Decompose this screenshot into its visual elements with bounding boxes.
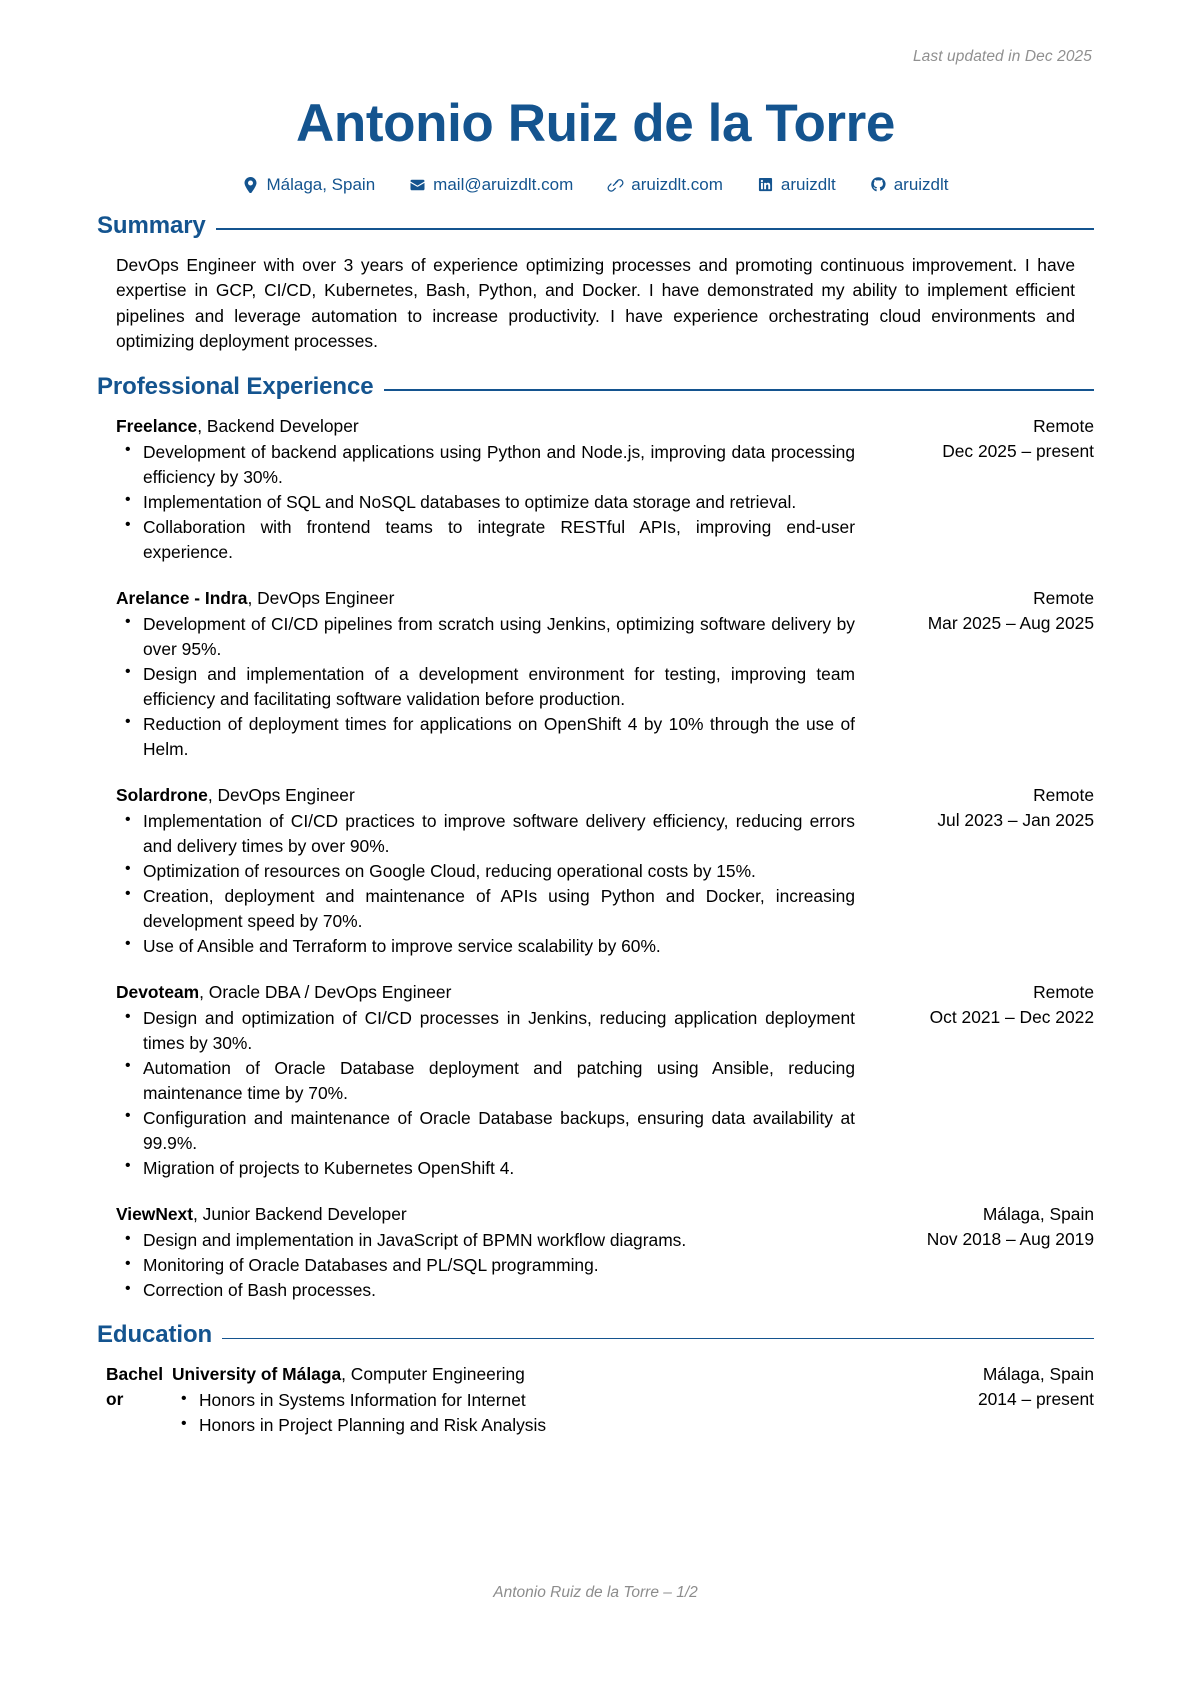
experience-bullet: • Creation, deployment and maintenance of APIs using Python and Docker, increasing development speed by 70%. [116, 884, 855, 934]
education-entry-heading [172, 1362, 855, 1387]
experience-entry [97, 586, 1094, 762]
experience-entry-meta [889, 980, 1094, 1030]
experience-role: , Junior Backend Developer [193, 1203, 407, 1224]
section-summary-title: Summary [97, 211, 206, 239]
experience-organization: Arelance - Indra [116, 587, 248, 608]
contact-location-label: Málaga, Spain [266, 174, 376, 194]
education-field: , Computer Engineering [341, 1363, 525, 1384]
github-icon [870, 176, 887, 193]
experience-entry [97, 1202, 1094, 1303]
contact-linkedin[interactable] [740, 176, 853, 194]
experience-bullet: • Use of Ansible and Terraform to improve service scalability by 60%. [116, 934, 855, 959]
section-experience [97, 372, 1094, 1303]
experience-location: Remote [1033, 415, 1094, 436]
experience-role: , Backend Developer [197, 415, 359, 436]
experience-bullet: • Monitoring of Oracle Databases and PL/SQL programming. [116, 1253, 855, 1278]
section-experience-title: Professional Experience [97, 372, 374, 400]
envelope-icon [409, 176, 426, 193]
last-updated-label: Last updated in Dec 2025 [912, 48, 1092, 65]
experience-bullet: • Design and implementation in JavaScript of BPMN workflow diagrams. [116, 1228, 855, 1253]
contact-website-label: aruizdlt.com [631, 174, 723, 194]
experience-entry-main [116, 783, 889, 959]
experience-role: , Oracle DBA / DevOps Engineer [199, 981, 452, 1002]
experience-bullet: • Collaboration with frontend teams to integrate RESTful APIs, improving end-user experience. [116, 515, 855, 565]
experience-entry-heading [116, 783, 855, 808]
contact-linkedin-label: aruizdlt [780, 174, 836, 194]
experience-bullet-list [116, 612, 855, 762]
experience-entry-meta [889, 414, 1094, 464]
contact-location [225, 176, 392, 194]
section-experience-header [97, 372, 1094, 402]
education-bullet: • Honors in Project Planning and Risk Analysis [172, 1413, 855, 1438]
section-education [97, 1320, 1094, 1438]
experience-bullet-list [116, 1228, 855, 1303]
experience-dates: Oct 2021 – Dec 2022 [929, 1007, 1094, 1028]
section-rule [216, 228, 1094, 230]
education-dates: 2014 – present [977, 1389, 1094, 1410]
experience-entry-heading [116, 1202, 855, 1227]
education-location: Málaga, Spain [982, 1363, 1094, 1384]
contact-github[interactable] [853, 176, 966, 194]
contact-row [97, 176, 1094, 194]
experience-organization: ViewNext [116, 1203, 194, 1224]
section-summary [97, 211, 1094, 355]
page-title: Antonio Ruiz de la Torre [296, 94, 895, 153]
experience-bullet: • Development of backend applications using Python and Node.js, improving data processing efficiency by 30%. [116, 440, 855, 490]
education-bullet-list [172, 1388, 855, 1438]
section-education-header [97, 1320, 1094, 1350]
section-rule [222, 1338, 1094, 1340]
experience-bullet: • Migration of projects to Kubernetes OpenShift 4. [116, 1156, 855, 1181]
section-education-title: Education [97, 1320, 213, 1348]
experience-entry [97, 783, 1094, 959]
experience-location: Remote [1033, 981, 1094, 1002]
experience-entry-meta [889, 586, 1094, 636]
experience-location: Málaga, Spain [982, 1203, 1094, 1224]
experience-bullet: • Development of CI/CD pipelines from scratch using Jenkins, optimizing software delivery by over 95%. [116, 612, 855, 662]
experience-location: Remote [1033, 784, 1094, 805]
contact-email-label: mail@aruizdlt.com [433, 174, 574, 194]
contact-email[interactable] [392, 176, 590, 194]
experience-entry [97, 414, 1094, 565]
experience-bullet: • Implementation of SQL and NoSQL databases to optimize data storage and retrieval. [116, 490, 855, 515]
experience-dates: Jul 2023 – Jan 2025 [937, 810, 1094, 830]
experience-role: , DevOps Engineer [247, 587, 395, 608]
experience-organization: Solardrone [116, 784, 208, 805]
education-entry-meta [889, 1362, 1094, 1412]
section-summary-header [97, 211, 1094, 241]
education-list [97, 1353, 1094, 1438]
experience-entry-meta [889, 783, 1094, 833]
experience-entry-main [116, 980, 889, 1181]
experience-entry-main [116, 414, 889, 565]
contact-github-label: aruizdlt [893, 174, 949, 194]
experience-bullet: • Automation of Oracle Database deployment and patching using Ansible, reducing maintenance time by 70%. [116, 1056, 855, 1106]
experience-dates: Nov 2018 – Aug 2019 [926, 1229, 1094, 1250]
experience-bullet-list [116, 809, 855, 959]
experience-entry-meta [889, 1202, 1094, 1252]
experience-entry-main [116, 586, 889, 762]
education-entry-main [172, 1362, 889, 1438]
summary-text: DevOps Engineer with over 3 years of experience optimizing processes and promoting continuous improvement. I have expertise in GCP, CI/CD, Kubernetes, Bash, Python, and Docker. I have demonstrated my ability to implement efficient pipelines and leverage automation to increase productivity. I have experience orchestrating cloud environments and optimizing deployment processes. [116, 254, 1075, 352]
experience-entry-heading [116, 586, 855, 611]
experience-organization: Freelance [116, 415, 198, 436]
education-bullet: • Honors in Systems Information for Internet [172, 1388, 855, 1413]
experience-bullet: • Configuration and maintenance of Oracle Database backups, ensuring data availability at 99.9%. [116, 1106, 855, 1156]
experience-entry-main [116, 1202, 889, 1303]
experience-entry-heading [116, 414, 855, 439]
page-footer: Antonio Ruiz de la Torre – 1/2 [493, 1584, 698, 1601]
experience-bullet: • Implementation of CI/CD practices to improve software delivery efficiency, reducing errors and delivery times by over 90%. [116, 809, 855, 859]
experience-bullet: • Optimization of resources on Google Cloud, reducing operational costs by 15%. [116, 859, 855, 884]
link-icon [607, 176, 624, 193]
experience-bullet: • Reduction of deployment times for applications on OpenShift 4 by 10% through the use of Helm. [116, 712, 855, 762]
linkedin-icon [757, 176, 774, 193]
experience-bullet: • Design and implementation of a development environment for testing, improving team efficiency and facilitating software validation before production. [116, 662, 855, 712]
experience-bullet-list [116, 1006, 855, 1181]
experience-bullet: • Design and optimization of CI/CD processes in Jenkins, reducing application deployment times by 30%. [116, 1006, 855, 1056]
education-degree: Bachelor [106, 1363, 164, 1410]
experience-location: Remote [1033, 587, 1094, 608]
experience-bullet: • Correction of Bash processes. [116, 1278, 855, 1303]
experience-bullet-list [116, 440, 855, 565]
experience-dates: Dec 2025 – present [942, 440, 1094, 461]
experience-dates: Mar 2025 – Aug 2025 [927, 612, 1094, 633]
contact-website[interactable] [590, 176, 740, 194]
experience-list [97, 405, 1094, 1303]
location-pin-icon [242, 176, 259, 193]
experience-role: , DevOps Engineer [207, 784, 355, 805]
experience-entry [97, 980, 1094, 1181]
education-entry [97, 1362, 1094, 1438]
experience-organization: Devoteam [116, 981, 200, 1002]
education-school: University of Málaga [172, 1363, 342, 1384]
section-rule [384, 389, 1095, 391]
experience-entry-heading [116, 980, 855, 1005]
